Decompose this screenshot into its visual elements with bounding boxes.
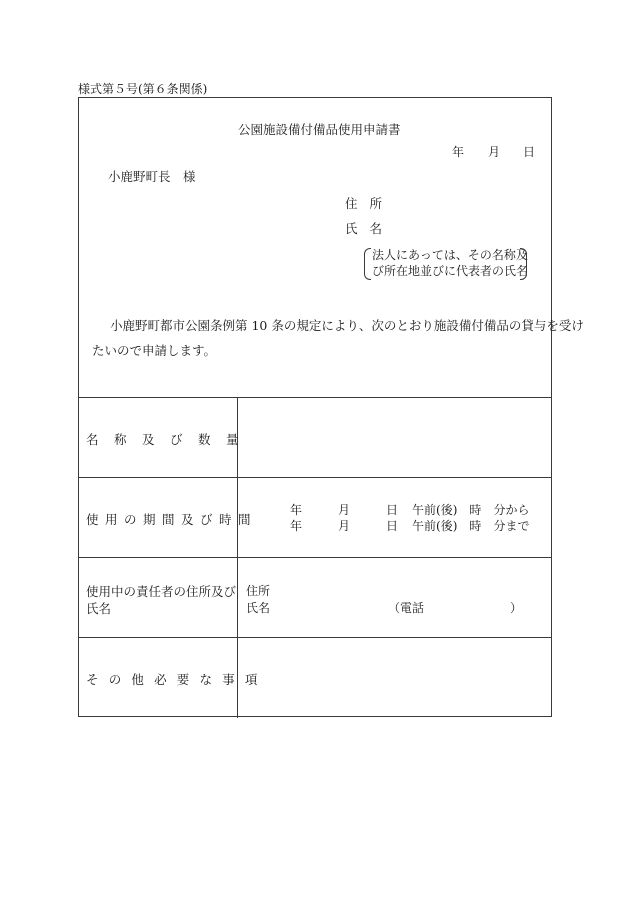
period-to-month: 月 [338, 519, 351, 533]
table-label-cell [78, 398, 255, 478]
form-title: 公園施設備付備品使用申請書 [238, 122, 401, 137]
applicant-name-label: 氏名 [345, 221, 395, 236]
responsible-label-line-2: 氏名 [86, 601, 112, 616]
responsible-address-label: 住所 [246, 584, 271, 598]
period-to-line [290, 517, 529, 534]
corporation-note [364, 247, 527, 279]
responsible-label-line-1: 使用中の責任者の住所及び [86, 584, 237, 599]
body-text-line-1: 小鹿野町都市公園条例第 10 条の規定により、次のとおり施設備付備品の貸与を受け [110, 318, 584, 333]
period-to-hour: 時 [469, 519, 482, 533]
period-from-month: 月 [338, 503, 351, 517]
other-items-label: その他必要な事項 [86, 672, 268, 687]
bracket-right-icon [520, 248, 527, 280]
responsible-phone-close: ） [510, 601, 523, 615]
name-quantity-field[interactable] [238, 398, 552, 478]
period-to-ampm: 午前(後) [412, 519, 458, 533]
detail-table [78, 397, 552, 717]
responsible-name-label: 氏名 [246, 601, 271, 615]
period-field[interactable] [238, 478, 552, 558]
responsible-person-label [86, 583, 236, 617]
name-quantity-label: 名称及び数量 [86, 432, 255, 447]
date-day-label: 日 [523, 145, 536, 159]
date-year-label: 年 [452, 145, 465, 159]
table-label-cell [78, 558, 238, 638]
responsible-phone-label: （電話 [388, 601, 425, 615]
responsible-field[interactable] [238, 558, 552, 638]
table-row-name-quantity [78, 397, 552, 477]
period-from-line [290, 501, 529, 518]
table-label-cell [78, 638, 268, 718]
period-from-minute: 分から [493, 503, 530, 517]
period-from-hour: 時 [469, 503, 482, 517]
corporation-note-line-2: び所在地並びに代表者の氏名 [372, 264, 529, 278]
period-from-ampm: 午前(後) [412, 503, 458, 517]
other-items-field[interactable] [238, 638, 552, 718]
applicant-address-label: 住所 [345, 196, 395, 211]
period-to-minute: 分まで [493, 519, 530, 533]
form-number: 様式第５号(第６条関係) [78, 82, 208, 96]
period-from-day: 日 [386, 503, 399, 517]
table-row-period [78, 477, 552, 557]
table-label-cell [78, 478, 258, 558]
period-to-day: 日 [386, 519, 399, 533]
period-from-year: 年 [290, 503, 303, 517]
corporation-note-line-1: 法人にあっては、その名称及 [372, 248, 528, 262]
table-row-responsible [78, 557, 552, 637]
date-month-label: 月 [488, 145, 501, 159]
bracket-left-icon [364, 248, 371, 280]
addressee: 小鹿野町長 様 [108, 169, 196, 184]
body-text-line-2: たいので申請します。 [92, 343, 217, 358]
period-time-label: 使用の期間及び時間 [86, 512, 258, 527]
period-to-year: 年 [290, 519, 303, 533]
table-row-other [78, 637, 552, 717]
